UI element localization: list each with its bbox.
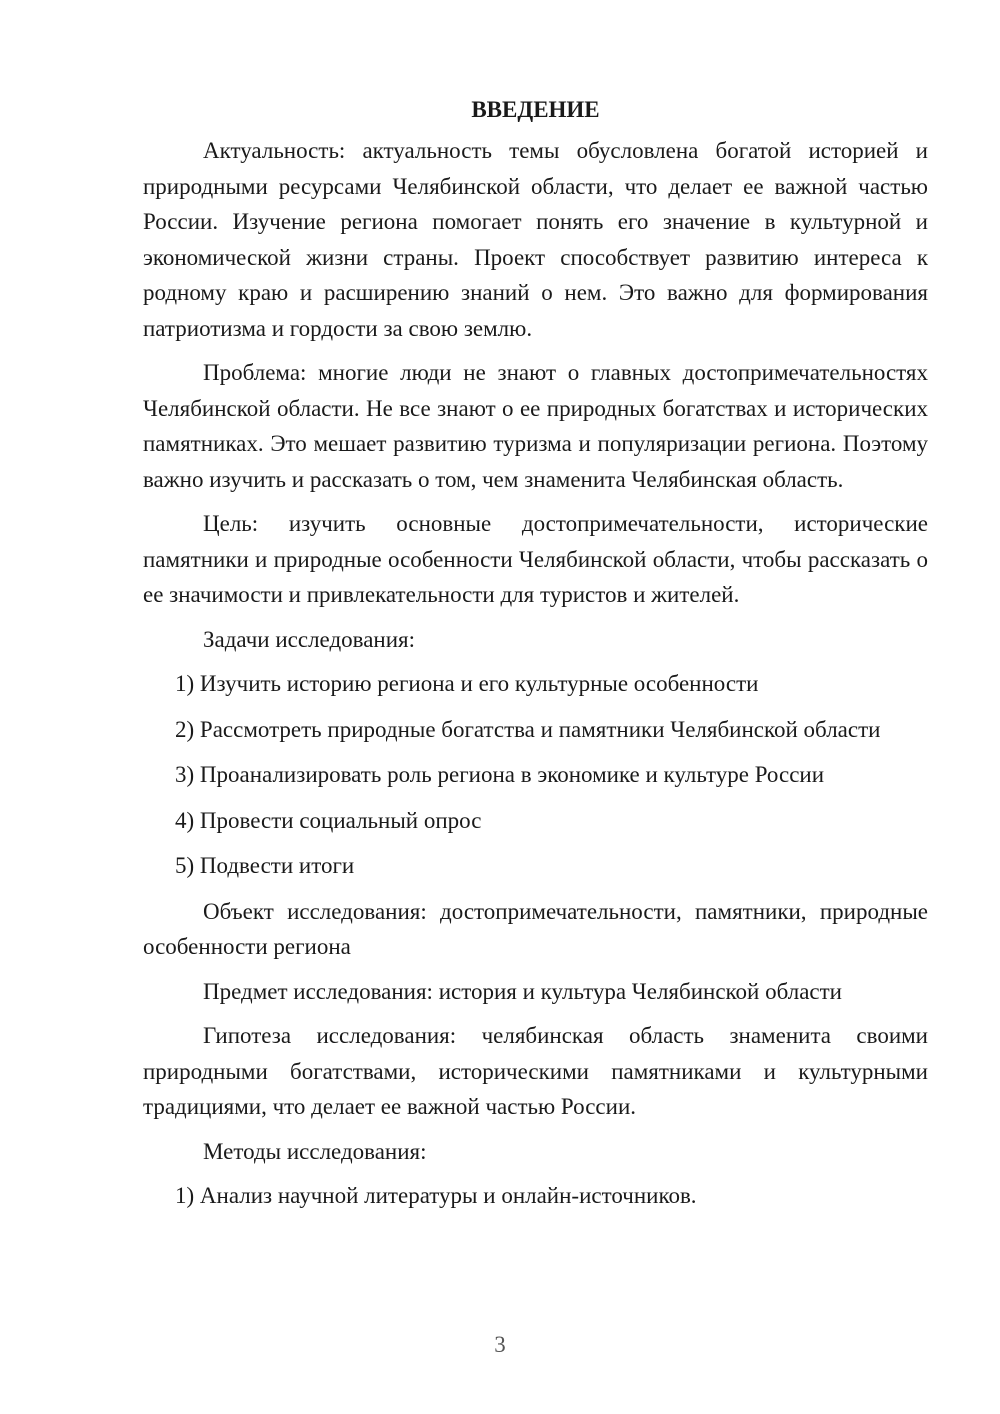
problem-paragraph: Проблема: многие люди не знают о главных достопримечательностях Челябинской области. Не все знают о ее природных богатствах и исторических памятниках. Это мешает развитию туризма и популяризации региона. Поэтому важно изучить и рассказать о том, чем знаменита Челябинская область. <box>143 360 928 492</box>
page-title: ВВЕДЕНИЕ <box>471 97 600 122</box>
method-item: 1) Анализ научной литературы и онлайн-источников. <box>175 1183 697 1208</box>
relevance-paragraph: Актуальность: актуальность темы обусловлена богатой историей и природными ресурсами Челябинской области, что делает ее важной частью России. Изучение региона помогает понять его значение в культурной и экономической жизни страны. Проект способствует развитию интереса к родному краю и расширению знаний о нем. Это важно для формирования патриотизма и гордости за свою землю. <box>143 138 928 341</box>
task-item: 3) Проанализировать роль региона в экономике и культуре России <box>175 762 825 787</box>
task-item: 2) Рассмотреть природные богатства и памятники Челябинской области <box>175 716 881 742</box>
page-number: 3 <box>494 1332 506 1357</box>
task-item: 4) Провести социальный опрос <box>175 807 482 833</box>
object-paragraph: Объект исследования: достопримечательности, памятники, природные особенности региона <box>143 898 928 959</box>
goal-paragraph: Цель: изучить основные достопримечательности, исторические памятники и природные особенности Челябинской области, чтобы рассказать о ее значимости и привлекательности для туристов и жителей. <box>143 511 928 607</box>
methods-title: Методы исследования: <box>203 1138 427 1164</box>
hypothesis-paragraph: Гипотеза исследования: челябинская область знаменита своими природными богатствами, историческими памятниками и культурными традициями, что делает ее важной частью России. <box>143 1023 928 1119</box>
task-item: 1) Изучить историю региона и его культурные особенности <box>175 671 759 696</box>
task-item: 5) Подвести итоги <box>175 853 355 878</box>
tasks-title: Задачи исследования: <box>203 626 416 652</box>
subject-paragraph: Предмет исследования: история и культура Челябинской области <box>203 978 842 1004</box>
page-content <box>143 92 928 1224</box>
